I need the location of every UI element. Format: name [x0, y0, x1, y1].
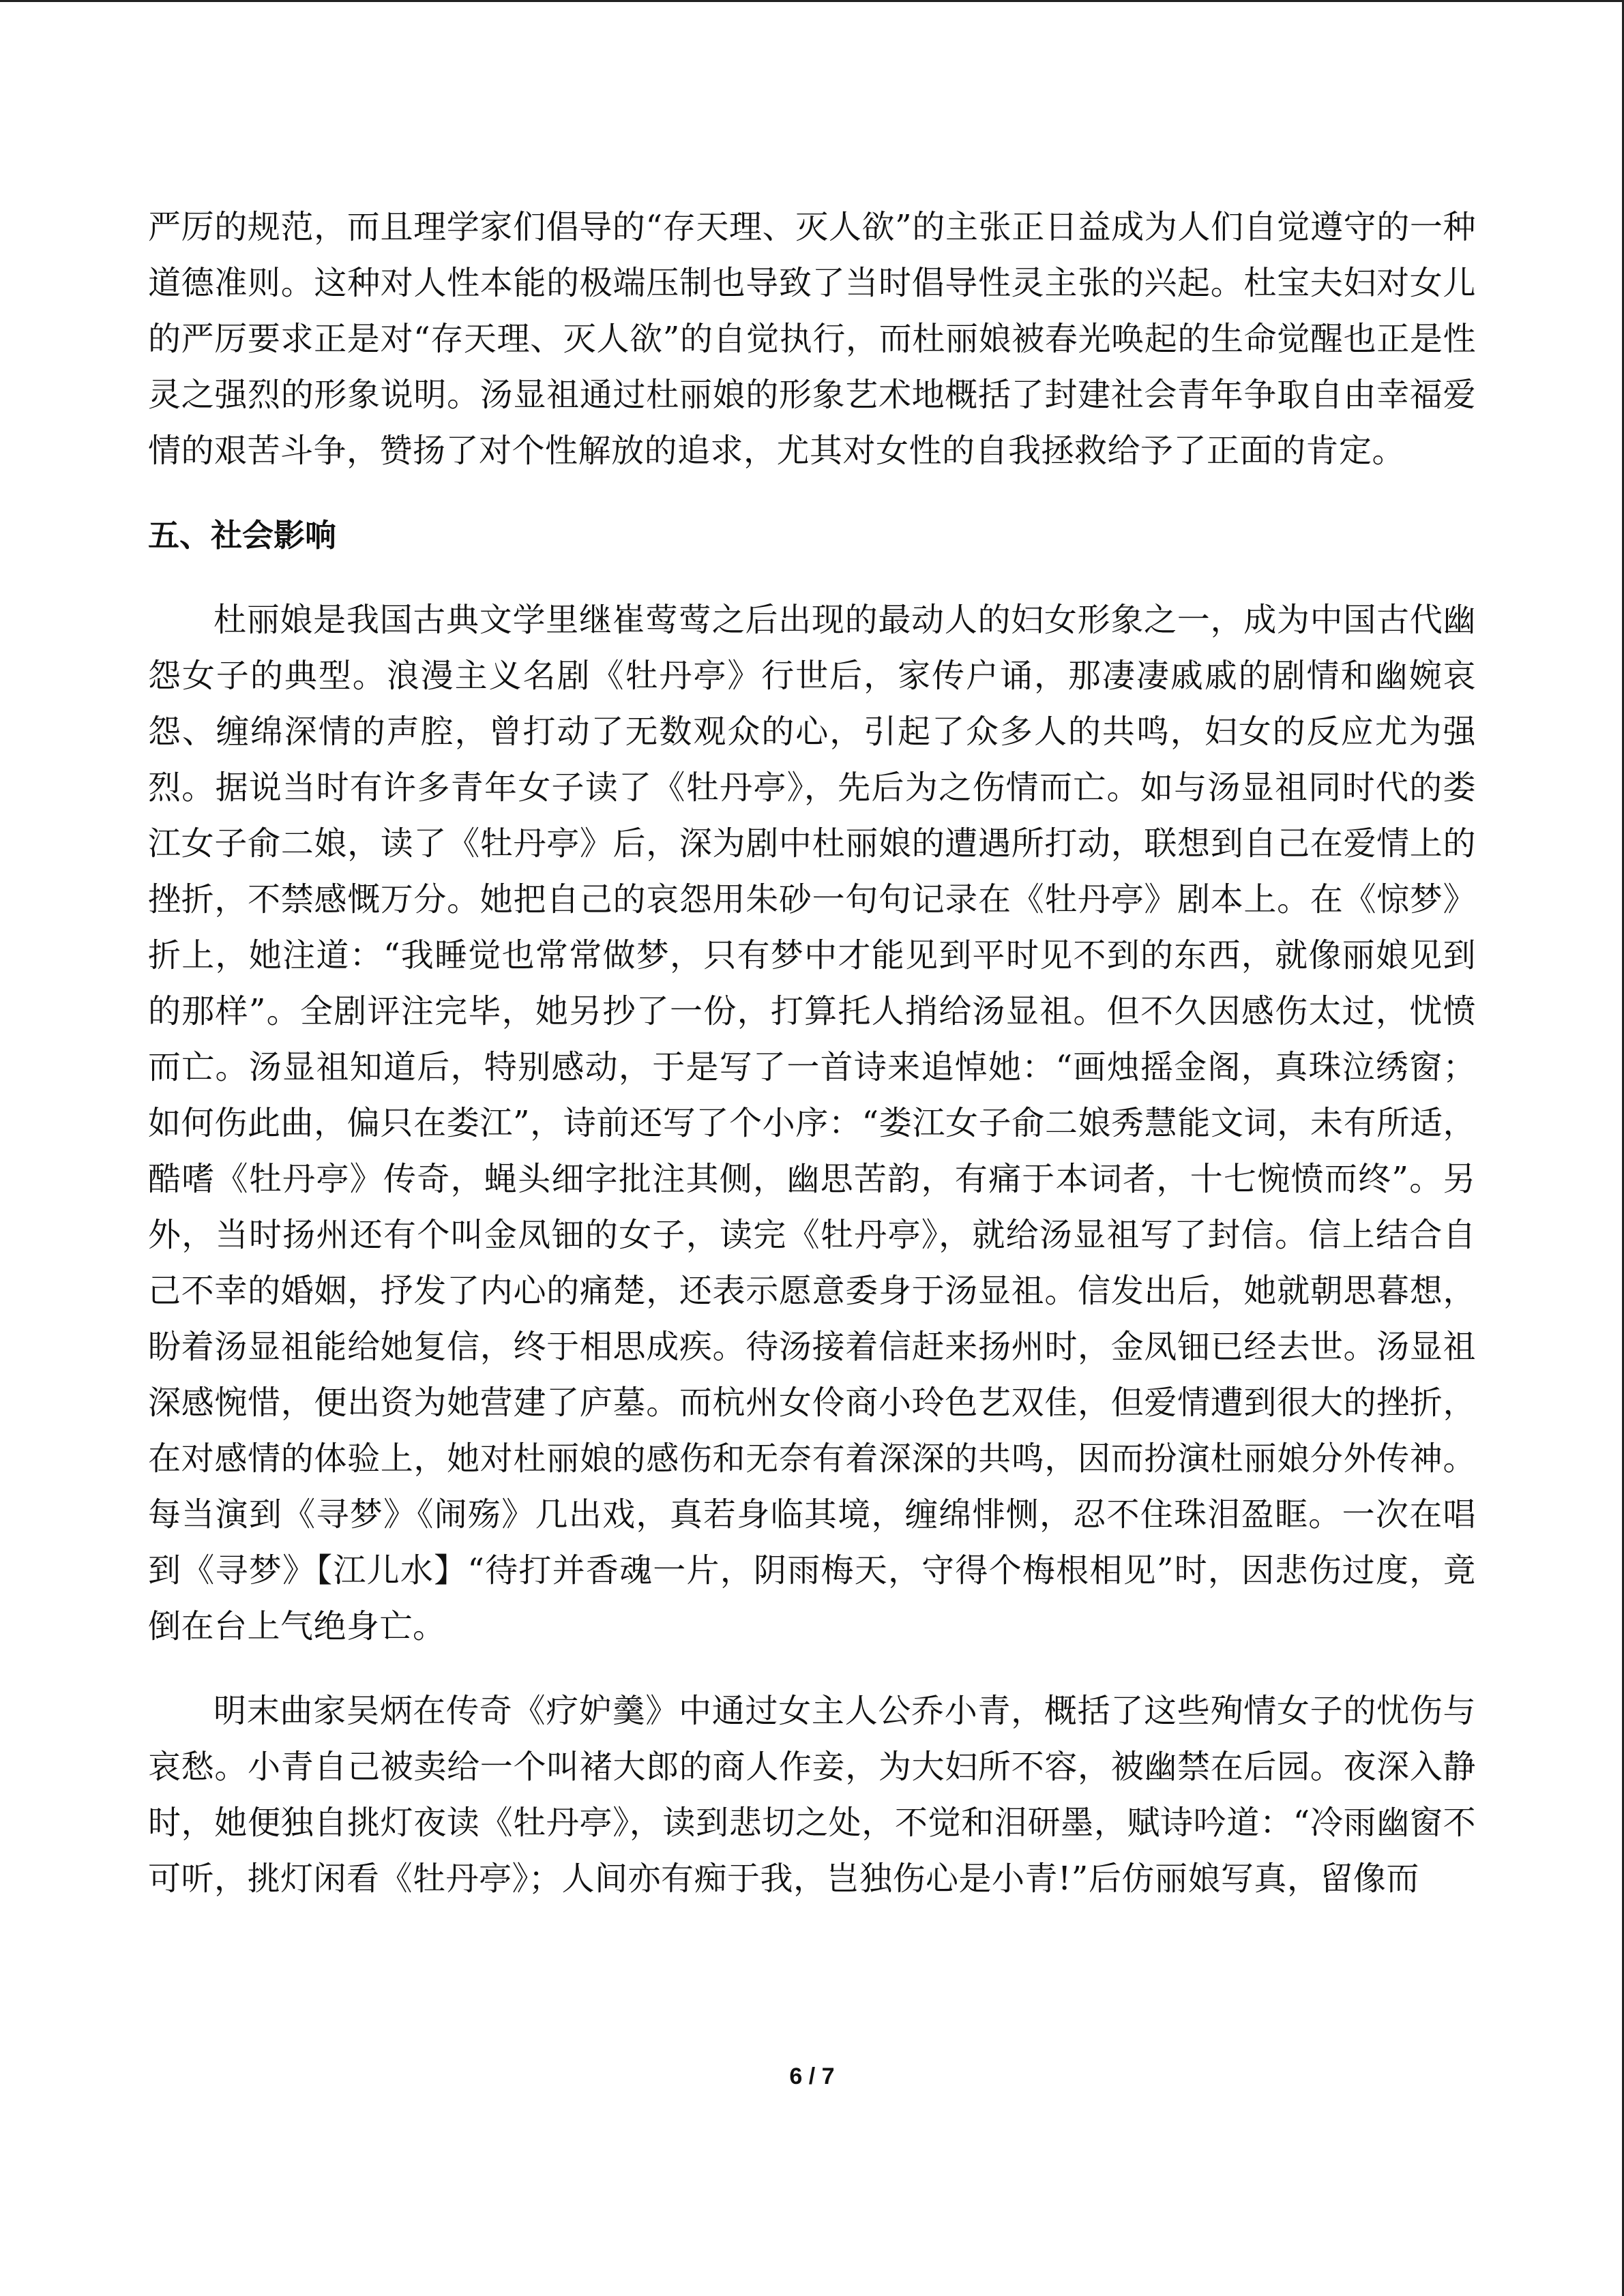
- paragraph-norms-and-awakening: 严厉的规范，而且理学家们倡导的“存天理、灭人欲”的主张正日益成为人们自觉遵守的一种道德准则。这种对人性本能的极端压制也导致了当时倡导性灵主张的兴起。杜宝夫妇对女儿的严厉要求正是对“存天理、灭人欲”的自觉执行，而杜丽娘被春光唤起的生命觉醒也正是性灵之强烈的形象说明。汤显祖通过杜丽娘的形象艺术地概括了封建社会青年争取自由幸福爱情的艰苦斗争，赞扬了对个性解放的追求，尤其对女性的自我拯救给予了正面的肯定。: [148, 208, 1476, 470]
- page-number: 6 / 7: [789, 2063, 835, 2089]
- document-body: [148, 199, 1476, 1907]
- section-heading-social-influence: 五、社会影响: [148, 517, 336, 554]
- paragraph-wu-bing-xiaoqing: 明末曲家吴炳在传奇《疗妒羹》中通过女主人公乔小青，概括了这些殉情女子的忧伤与哀愁。小青自己被卖给一个叫褚大郎的商人作妾，为大妇所不容，被幽禁在后园。夜深入静时，她便独自挑灯夜读《牡丹亭》，读到悲切之处，不觉和泪研墨，赋诗吟道：“冷雨幽窗不可听，挑灯闲看《牡丹亭》；人间亦有痴于我，岂独伤心是小青!”后仿丽娘写真，留像而: [148, 1692, 1476, 1898]
- page-top-border: [0, 0, 1624, 2]
- paragraph-du-liniang-influence: 杜丽娘是我国古典文学里继崔莺莺之后出现的最动人的妇女形象之一，成为中国古代幽怨女子的典型。浪漫主义名剧《牡丹亭》行世后，家传户诵，那凄凄戚戚的剧情和幽婉哀怨、缠绵深情的声腔，曾打动了无数观众的心，引起了众多人的共鸣，妇女的反应尤为强烈。据说当时有许多青年女子读了《牡丹亭》，先后为之伤情而亡。如与汤显祖同时代的娄江女子俞二娘，读了《牡丹亭》后，深为剧中杜丽娘的遭遇所打动，联想到自己在爱情上的挫折，不禁感慨万分。她把自己的哀怨用朱砂一句句记录在《牡丹亭》剧本上。在《惊梦》折上，她注道：“我睡觉也常常做梦，只有梦中才能见到平时见不到的东西，就像丽娘见到的那样”。全剧评注完毕，她另抄了一份，打算托人捎给汤显祖。但不久因感伤太过，忧愤而亡。汤显祖知道后，特别感动，于是写了一首诗来追悼她：“画烛摇金阁，真珠泣绣窗；如何伤此曲，偏只在娄江”，诗前还写了个小序：“娄江女子俞二娘秀慧能文词，未有所适，酷嗜《牡丹亭》传奇，蝇头细字批注其侧，幽思苦韵，有痛于本词者，十七惋愤而终”。另外，当时扬州还有个叫金凤钿的女子，读完《牡丹亭》，就给汤显祖写了封信。信上结合自己不幸的婚姻，抒发了内心的痛楚，还表示愿意委身于汤显祖。信发出后，她就朝思暮想，盼着汤显祖能给她复信，终于相思成疾。待汤接着信赶来扬州时，金凤钿已经去世。汤显祖深感惋惜，便出资为她营建了庐墓。而杭州女伶商小玲色艺双佳，但爱情遭到很大的挫折，在对感情的体验上，她对杜丽娘的感伤和无奈有着深深的共鸣，因而扮演杜丽娘分外传神。每当演到《寻梦》《闹殇》几出戏，真若身临其境，缠绵悱恻，忍不住珠泪盈眶。一次在唱到《寻梦》【江儿水】“待打并香魂一片，阴雨梅天，守得个梅根相见”时，因悲伤过度，竟倒在台上气绝身亡。: [148, 601, 1476, 1645]
